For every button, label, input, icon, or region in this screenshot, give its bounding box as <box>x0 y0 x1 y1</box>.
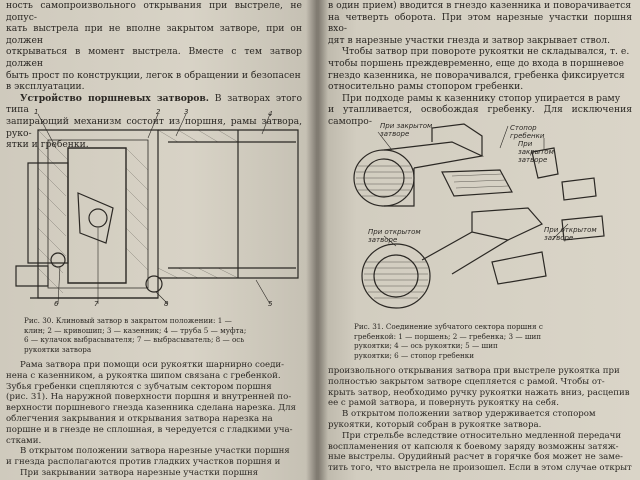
figure-31-drawing <box>332 112 632 320</box>
fig31-label-open-right: При открытом затворе <box>544 226 597 242</box>
fig31-label-closed-right: При закрытом затворе <box>518 140 554 164</box>
caption-line: гребенкой: 1 — поршень; 2 — гребенка; 3 — шип <box>354 331 542 341</box>
caption-line: рукоятки; 6 — стопор гребенки <box>354 350 475 360</box>
text-line: дят в нарезные участки гнезда и затвор закрывает ствол. <box>328 34 611 46</box>
text-line: нена с казенником, а рукоятка шипом связана с гребенкой. <box>6 370 281 381</box>
text-line: и гнезда располагаются против гладких участков поршня и <box>6 457 281 468</box>
text-line: При подходе рамы к казеннику стопор упирается в раму <box>342 92 621 104</box>
text-line: открываться в момент выстрела. Вместе с тем затвор должен <box>6 46 302 69</box>
fig30-label-6: 6 <box>54 300 59 308</box>
caption-line: Рис. 30. Клиновый затвор в закрытом положении: 1 — <box>24 316 232 325</box>
text-line: (рис. 31). На наружной поверхности поршня и внутренней по- <box>6 392 292 403</box>
figure-31-caption <box>354 322 630 360</box>
text-line: В открытом положении затвор удерживается стопором <box>342 409 596 420</box>
text-line: Рама затвора при помощи оси рукоятки шарнирно соеди- <box>20 360 285 370</box>
fig30-label-1: 1 <box>34 108 39 116</box>
figure-30-caption <box>24 316 300 354</box>
text-line: верхности поршневого гнезда казенника сделана нарезка. Для <box>6 403 296 414</box>
text-line: ее с рамой затвора, и повернуть рукоятку на себя. <box>328 398 560 409</box>
book-gutter <box>306 0 328 480</box>
text-line: При закрывании затвора нарезные участки поршня <box>20 467 259 478</box>
text-line: облегчения закрывания и открывания затвора нарезка на <box>6 413 273 424</box>
text-line: чтобы поршень преждевременно, еще до входа в поршневое <box>328 57 624 69</box>
right-page <box>318 0 640 480</box>
fig30-label-8: 8 <box>164 300 169 308</box>
left-page <box>0 0 318 480</box>
fig30-label-4: 4 <box>268 110 273 118</box>
caption-line: клин; 2 — кривошип; 3 — казенник; 4 — труба 5 — муфта; <box>24 325 247 335</box>
text-line: При стрельбе вследствие относительно медленной передачи <box>342 430 622 441</box>
fig30-label-3: 3 <box>184 108 189 116</box>
text-line: крыть затвор, необходимо ручку рукоятки нажать вниз, расцепив <box>328 387 630 398</box>
caption-line: рукоятки; 4 — ось рукоятки; 5 — шип <box>354 341 498 350</box>
text-line: В открытом положении затвора нарезные участки поршня <box>20 446 290 457</box>
text-line: на четверть оборота. При этом нарезные участки поршня вхо- <box>328 11 632 35</box>
fig31-label-stopor: Стопор гребенки <box>510 124 545 140</box>
fig30-label-2: 2 <box>156 108 161 116</box>
text-span: В затворах этого типа <box>6 92 302 116</box>
fig30-label-5: 5 <box>268 300 273 308</box>
figure-30-drawing <box>8 108 304 313</box>
text-line: стками. <box>6 435 42 446</box>
caption-line: рукоятки затвора <box>24 344 92 354</box>
text-line: запирающий механизм состоит из поршня, рамы затвора, руко- <box>6 115 302 139</box>
section-heading: Устройство поршневых затворов. <box>20 92 209 104</box>
text-line: быть прост по конструкции, легок в обращении и безопасен <box>6 69 301 81</box>
text-line: рукоятки, который собран в рукоятке затвора. <box>328 419 542 430</box>
caption-line: Рис. 31. Соединение зубчатого сектора поршня с <box>354 322 543 331</box>
text-line: ные выстрелы. Орудийный расчет в горячке боя может не заме- <box>328 452 623 463</box>
text-line: относительно рамы стопором гребенки. <box>328 81 524 93</box>
text-line: полностью закрытом затворе сцепляется с рамой. Чтобы от- <box>328 376 605 387</box>
text-line: кать выстрела при не вполне закрытом затворе, при он должен <box>6 23 302 46</box>
right-top-text <box>328 0 632 128</box>
text-line: ность самопроизвольного открывания при выстреле, не допус- <box>6 0 302 23</box>
text-line: в один прием) вводится в гнездо казенника и поворачивается <box>328 0 632 11</box>
right-bottom-text <box>328 366 632 474</box>
fig31-label-open-left: При открытом затворе <box>368 228 421 244</box>
caption-line: 6 — кулачок выбрасывателя; 7 — выбрасыватель; 8 — ось <box>24 335 245 344</box>
text-line: поршне и в гнезде не сплошная, в чередуется с гладкими уча- <box>6 424 293 435</box>
fig31-label-closed-top: При закрытом затворе <box>380 122 433 138</box>
text-line: произвольного открывания затвора при выстреле рукоятка при <box>328 366 620 376</box>
text-line: воспламенения от капсюля к боевому заряду возможны затяж- <box>328 441 619 452</box>
text-line: Чтобы затвор при повороте рукоятки не складывался, т. е. <box>342 46 630 58</box>
left-bottom-text <box>6 360 302 479</box>
text-line: ятки и гребенки. <box>6 139 89 151</box>
text-line: и утапливается, освобождая гребенку. Для исключения самопро- <box>328 104 632 127</box>
text-line: тить того, что выстрела не произошел. Если в этом случае открыт <box>328 463 632 474</box>
text-line: гнездо казенника, не поворачивался, гребенка фиксируется <box>328 69 625 81</box>
fig30-label-7: 7 <box>94 300 99 308</box>
text-line: Зубья гребенки сцепляются с зубчатым сектором поршня <box>6 381 272 392</box>
text-line: в эксплуатации. <box>6 81 85 93</box>
